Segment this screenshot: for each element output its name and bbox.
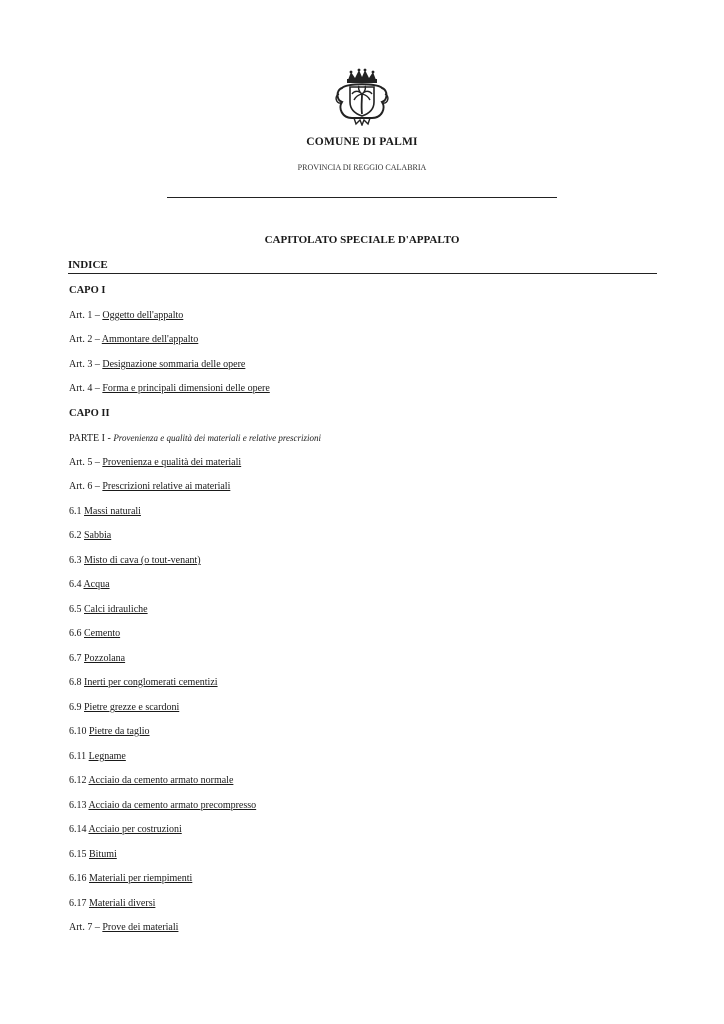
toc-entry-number: 6.3 — [69, 555, 84, 566]
toc-entry-link[interactable]: Designazione sommaria delle opere — [102, 359, 246, 370]
toc-entry — [69, 897, 155, 911]
toc-entry — [69, 701, 179, 715]
toc-entry-number: 6.9 — [69, 702, 84, 713]
toc-entry — [69, 872, 192, 886]
toc-entry-number: 6.4 — [69, 579, 84, 590]
toc-entry-link[interactable]: Acqua — [83, 579, 110, 590]
toc-entry-number: Art. 6 – — [69, 481, 103, 492]
toc-entry-link[interactable]: Massi naturali — [84, 506, 141, 517]
toc-section-heading: CAPO II — [69, 408, 110, 419]
toc-entry — [69, 529, 111, 543]
toc-entry — [69, 358, 245, 372]
toc-entry-number: 6.13 — [69, 800, 89, 811]
toc-entry-link[interactable]: Prescrizioni relative ai materiali — [102, 481, 231, 492]
toc-entry-link[interactable]: Bitumi — [89, 849, 117, 860]
toc-entry-number: Art. 3 – — [69, 359, 103, 370]
toc-entry — [69, 627, 120, 641]
toc-entry-link[interactable]: Materiali per riempimenti — [89, 873, 193, 884]
toc-entry-link[interactable]: Cemento — [84, 628, 121, 639]
toc-entry — [69, 333, 198, 347]
coat-of-arms-icon — [334, 68, 390, 126]
toc-entry — [69, 725, 150, 739]
toc-part-heading — [69, 431, 321, 446]
toc-part-prefix: PARTE I - — [69, 433, 114, 444]
toc-part-title: Provenienza e qualità dei materiali e relative prescrizioni — [113, 433, 322, 443]
toc-entry-link[interactable]: Pietre grezze e scardoni — [84, 702, 180, 713]
toc-entry-link[interactable]: Pietre da taglio — [89, 726, 150, 737]
toc-entry-link[interactable]: Acciaio per costruzioni — [88, 824, 182, 835]
toc-entry-link[interactable]: Misto di cava (o tout-venant) — [84, 555, 201, 566]
index-heading: INDICE — [68, 259, 657, 274]
toc-entry-link[interactable]: Pozzolana — [84, 653, 126, 664]
province-name: PROVINCIA DI REGGIO CALABRIA — [297, 163, 427, 172]
toc-entry-number: 6.16 — [69, 873, 89, 884]
toc-entry-number: Art. 2 – — [69, 334, 102, 345]
toc-entry-number: 6.6 — [69, 628, 84, 639]
toc-entry-number: 6.14 — [69, 824, 89, 835]
document-title: CAPITOLATO SPECIALE D'APPALTO — [264, 234, 460, 246]
toc-entry — [69, 848, 117, 862]
municipality-name: COMUNE DI PALMI — [306, 136, 418, 148]
toc-entry — [69, 480, 230, 494]
toc-entry — [69, 652, 125, 666]
toc-entry-link[interactable]: Materiali diversi — [89, 898, 156, 909]
toc-entry — [69, 603, 148, 617]
toc-entry — [69, 309, 183, 323]
toc-entry-number: Art. 5 – — [69, 457, 103, 468]
toc-entry — [69, 456, 241, 470]
toc-entry-number: 6.15 — [69, 849, 89, 860]
toc-entry-link[interactable]: Sabbia — [84, 530, 112, 541]
toc-entry-link[interactable]: Acciaio da cemento armato normale — [88, 775, 234, 786]
header-divider — [167, 197, 557, 198]
toc-entry-link[interactable]: Ammontare dell'appalto — [101, 334, 199, 345]
toc-entry-number: Art. 7 – — [69, 922, 103, 933]
toc-entry — [69, 823, 182, 837]
toc-entry — [69, 774, 233, 788]
toc-entry — [69, 578, 110, 592]
toc-entry-number: 6.17 — [69, 898, 89, 909]
toc-entry-link[interactable]: Prove dei materiali — [102, 922, 179, 933]
toc-entry — [69, 750, 126, 764]
toc-entry-number: 6.12 — [69, 775, 89, 786]
toc-entry-number: Art. 4 – — [69, 383, 103, 394]
toc-entry-link[interactable]: Inerti per conglomerati cementizi — [84, 677, 218, 688]
toc-entry-link[interactable]: Legname — [88, 751, 126, 762]
toc-entry-number: 6.5 — [69, 604, 84, 615]
toc-entry-number: 6.10 — [69, 726, 89, 737]
toc-entry-link[interactable]: Acciaio da cemento armato precompresso — [88, 800, 257, 811]
toc-section-heading: CAPO I — [69, 285, 106, 296]
toc-entry-number: 6.7 — [69, 653, 84, 664]
toc-entry — [69, 554, 201, 568]
toc-entry-link[interactable]: Forma e principali dimensioni delle opere — [102, 383, 270, 394]
toc-entry — [69, 676, 218, 690]
toc-entry-number: 6.11 — [69, 751, 89, 762]
toc-entry — [69, 505, 141, 519]
toc-entry — [69, 799, 256, 813]
toc-entry — [69, 921, 178, 935]
toc-entry-link[interactable]: Calci idrauliche — [84, 604, 148, 615]
toc-entry — [69, 382, 270, 396]
toc-entry-link[interactable]: Oggetto dell'appalto — [102, 310, 184, 321]
toc-entry-number: 6.2 — [69, 530, 84, 541]
toc-entry-number: 6.1 — [69, 506, 84, 517]
toc-entry-number: Art. 1 – — [69, 310, 103, 321]
toc-entry-number: 6.8 — [69, 677, 84, 688]
toc-entry-link[interactable]: Provenienza e qualità dei materiali — [102, 457, 242, 468]
